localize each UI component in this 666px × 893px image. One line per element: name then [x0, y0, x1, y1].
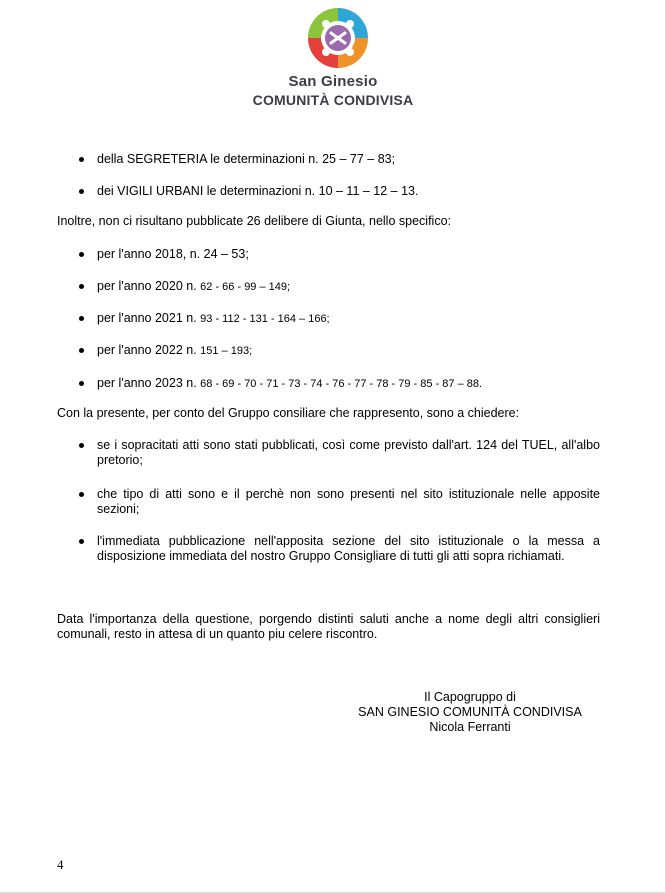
- org-name-line1: San Ginesio: [288, 73, 378, 90]
- request-intro: Con la presente, per conto del Gruppo consiliare che rappresento, sono a chiedere:: [57, 406, 520, 420]
- bullet-icon: [79, 157, 84, 162]
- signature-role: Il Capogruppo di: [424, 690, 516, 704]
- year-label: per l'anno 2022 n.: [97, 343, 201, 357]
- year-numbers: 68 - 69 - 70 - 71 - 73 - 74 - 76 - 77 - 78 - 79 - 85 - 87 – 88.: [200, 378, 483, 390]
- year-label: per l'anno 2021 n.: [97, 311, 201, 325]
- bullet-icon: [79, 443, 84, 448]
- bullet-icon: [79, 381, 84, 386]
- signature-name: Nicola Ferranti: [429, 720, 511, 734]
- year-numbers: 93 - 112 - 131 - 164 – 166;: [200, 313, 330, 325]
- intro-giunta: Inoltre, non ci risultano pubblicate 26 delibere di Giunta, nello specifico:: [57, 214, 451, 228]
- bullet-icon: [79, 348, 84, 353]
- list-item-year-2020: [97, 279, 290, 295]
- org-name-line2: COMUNITÀ CONDIVISA: [252, 92, 414, 108]
- san-ginesio-logo-icon: [304, 4, 372, 72]
- year-numbers: 62 - 66 - 99 – 149;: [200, 281, 291, 293]
- request-item-type: che tipo di atti sono e il perchè non sono presenti nel sito istituzionale nelle apposite sezioni;: [97, 487, 600, 516]
- request-item-publication: l'immediata pubblicazione nell'apposita sezione del sito istituzionale o la messa a disposizione immediata del nostro Gruppo Consigliare di tutti gli atti sopra richiamati.: [97, 534, 600, 563]
- list-item-year-2023: [97, 376, 482, 392]
- list-item-year-2018: [97, 247, 249, 263]
- bullet-icon: [79, 252, 84, 257]
- list-item-segreteria: della SEGRETERIA le determinazioni n. 25 – 77 – 83;: [97, 152, 396, 166]
- signature-group: SAN GINESIO COMUNITÀ CONDIVISA: [358, 705, 582, 719]
- year-label: per l'anno 2018, n. 24 – 53;: [97, 247, 249, 261]
- year-label: per l'anno 2020 n.: [97, 279, 201, 293]
- bullet-icon: [79, 316, 84, 321]
- bullet-icon: [79, 189, 84, 194]
- closing-paragraph: Data l'importanza della questione, porgendo distinti saluti anche a nome degli altri consiglieri comunali, resto in attesa di un quanto piu celere riscontro.: [57, 612, 600, 641]
- year-numbers: 151 – 193;: [200, 345, 253, 357]
- page-number: 4: [57, 857, 64, 872]
- list-item-year-2021: [97, 311, 330, 327]
- bullet-icon: [79, 284, 84, 289]
- list-item-year-2022: [97, 343, 252, 359]
- list-item-vigili-urbani: dei VIGILI URBANI le determinazioni n. 10 – 11 – 12 – 13.: [97, 184, 419, 198]
- bullet-icon: [79, 539, 84, 544]
- bullet-icon: [79, 492, 84, 497]
- request-item-published: se i sopracitati atti sono stati pubblicati, così come previsto dall'art. 124 del TUEL, all'albo pretorio;: [97, 438, 600, 467]
- year-label: per l'anno 2023 n.: [97, 376, 201, 390]
